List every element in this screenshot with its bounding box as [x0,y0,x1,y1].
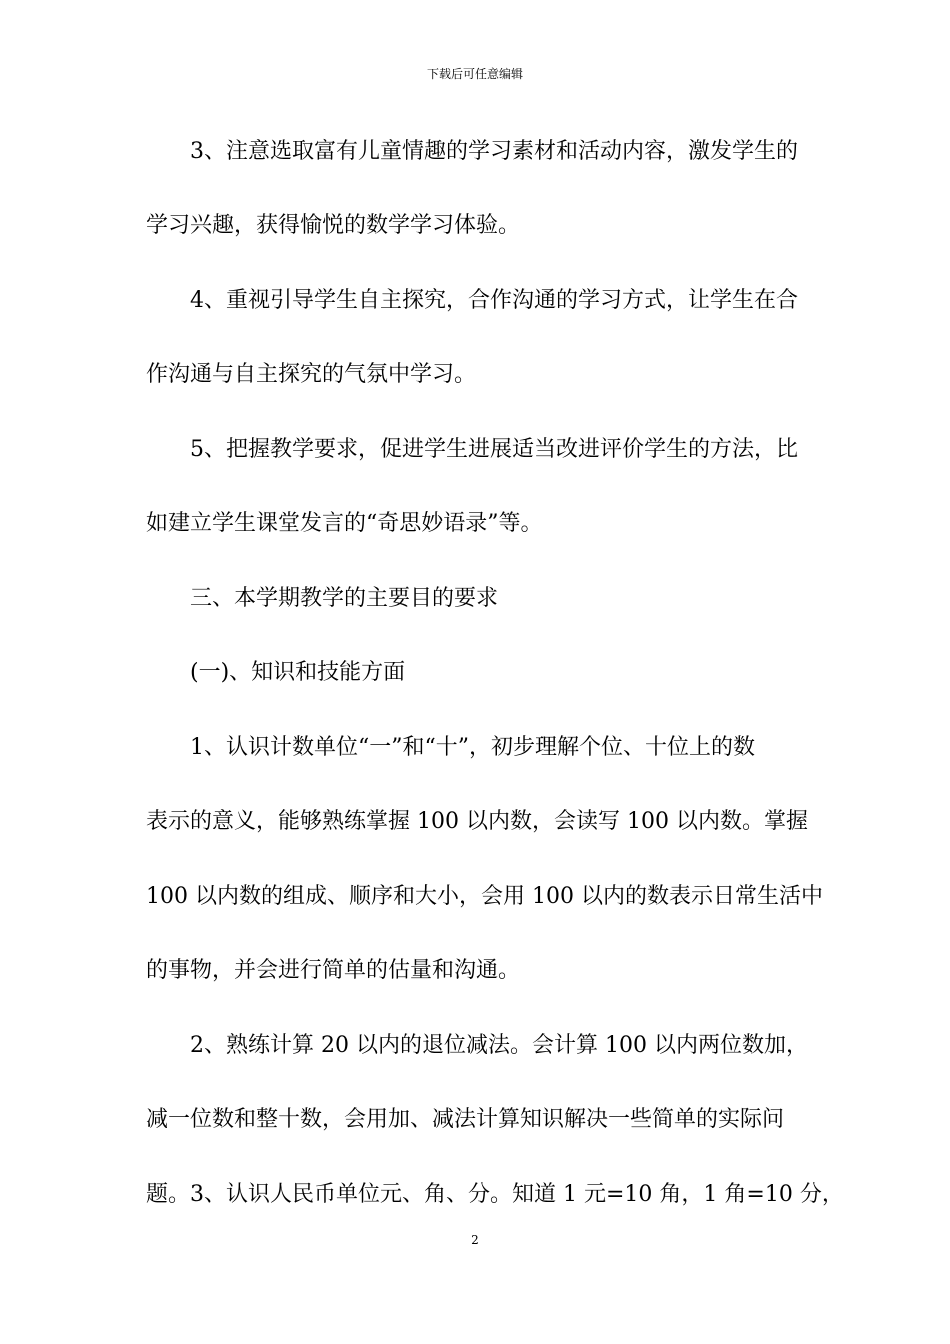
subsection-heading: (一)、知识和技能方面 [190,660,406,685]
paragraph-line: 的事物，并会进行简单的估量和沟通。 [146,958,521,983]
page-number: 2 [471,1233,479,1247]
paragraph-line: 100 以内数的组成、顺序和大小，会用 100 以内的数表示日常生活中 [146,884,823,909]
section-heading: 三、本学期教学的主要目的要求 [190,586,499,611]
paragraph-line: 题。3、认识人民币单位元、角、分。知道 1 元=10 角，1 角=10 分， [146,1182,844,1207]
paragraph-line: 2、熟练计算 20 以内的退位减法。会计算 100 以内两位数加， [190,1033,808,1058]
paragraph-line: 表示的意义，能够熟练掌握 100 以内数，会读写 100 以内数。掌握 [146,809,808,834]
paragraph-line: 3、注意选取富有儿童情趣的学习素材和活动内容，激发学生的 [190,139,798,164]
paragraph-line: 减一位数和整十数，会用加、减法计算知识解决一些简单的实际问 [146,1107,785,1132]
paragraph-line: 学习兴趣，获得愉悦的数学学习体验。 [146,213,521,238]
paragraph-line: 如建立学生课堂发言的“奇思妙语录”等。 [146,511,543,536]
page-header: 下载后可任意编辑 [426,67,523,81]
paragraph-line: 作沟通与自主探究的气氛中学习。 [146,362,477,387]
paragraph-line: 5、把握教学要求，促进学生进展适当改进评价学生的方法，比 [190,437,798,462]
paragraph-line: 4、重视引导学生自主探究，合作沟通的学习方式，让学生在合 [190,288,798,313]
paragraph-line: 1、认识计数单位“一”和“十”，初步理解个位、十位上的数 [190,735,755,760]
